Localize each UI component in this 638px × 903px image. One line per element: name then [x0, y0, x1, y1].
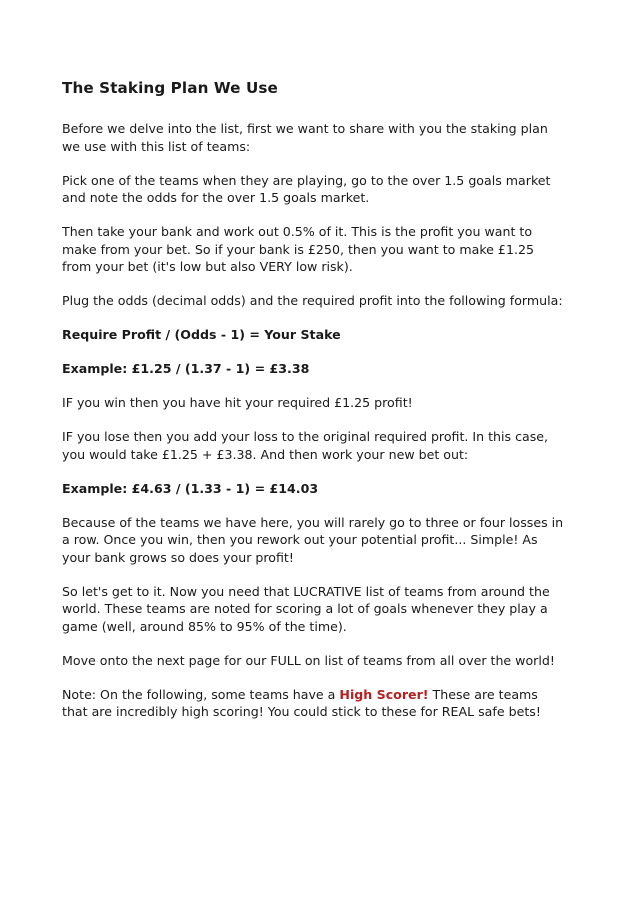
list-intro-line: So let's get to it. Now you need that LUCRATIVE list of teams from around the: [62, 583, 550, 599]
lose-line: you would take £1.25 + £3.38. And then work your new bet out:: [62, 446, 469, 462]
step3-line: Plug the odds (decimal odds) and the required profit into the following formula:: [62, 293, 563, 308]
example-2: Example: £4.63 / (1.33 - 1) = £14.03: [62, 480, 319, 496]
step2-line: Then take your bank and work out 0.5% of it. This is the profit you want to: [62, 224, 533, 239]
next-page-line: Move onto the next page for our FULL on list of teams from all over the world!: [62, 652, 555, 668]
formula-line: Require Profit / (Odds - 1) = Your Stake: [62, 327, 341, 342]
example-1: Example: £1.25 / (1.37 - 1) = £3.38: [62, 361, 310, 376]
losses-paragraph: [62, 514, 592, 567]
note-paragraph: [62, 686, 592, 721]
step2-paragraph: [62, 223, 592, 276]
win-paragraph: [62, 394, 592, 412]
list-intro-line: game (well, around 85% to 95% of the time).: [62, 618, 347, 634]
step1-line: and note the odds for the over 1.5 goals market.: [62, 190, 370, 205]
note-text-before: Note: On the following, some teams have a: [62, 686, 340, 702]
note-text-after: These are teams: [428, 686, 538, 702]
step1-paragraph: [62, 172, 592, 207]
document-page: [62, 78, 592, 737]
win-line: IF you win then you have hit your required £1.25 profit!: [62, 395, 413, 410]
intro-line: we use with this list of teams:: [62, 138, 251, 154]
lose-line: IF you lose then you add your loss to the original required profit. In this case,: [62, 429, 549, 444]
intro-line: Before we delve into the list, first we want to share with you the staking plan: [62, 121, 548, 136]
list-intro-paragraph: [62, 583, 592, 636]
note-line: [62, 686, 592, 704]
step3-paragraph: [62, 292, 592, 310]
high-scorer-highlight: High Scorer!: [339, 686, 429, 702]
losses-line: your bank grows so does your profit!: [62, 549, 294, 565]
list-intro-line: world. These teams are noted for scoring a lot of goals whenever they play a: [62, 601, 548, 616]
next-page-paragraph: [62, 652, 592, 670]
losses-line: Because of the teams we have here, you will rarely go to three or four losses in: [62, 514, 564, 530]
step2-line: make from your bet. So if your bank is £250, then you want to make £1.25: [62, 241, 534, 257]
page-title: The Staking Plan We Use: [62, 79, 278, 97]
step2-line: from your bet (it's low but also VERY low risk).: [62, 259, 353, 274]
step1-line: Pick one of the teams when they are playing, go to the over 1.5 goals market: [62, 172, 551, 188]
lose-paragraph: [62, 428, 592, 463]
note-line: that are incredibly high scoring! You could stick to these for REAL safe bets!: [62, 704, 541, 719]
intro-paragraph: [62, 120, 592, 155]
losses-line: a row. Once you win, then you rework out your potential profit... Simple! As: [62, 532, 538, 547]
